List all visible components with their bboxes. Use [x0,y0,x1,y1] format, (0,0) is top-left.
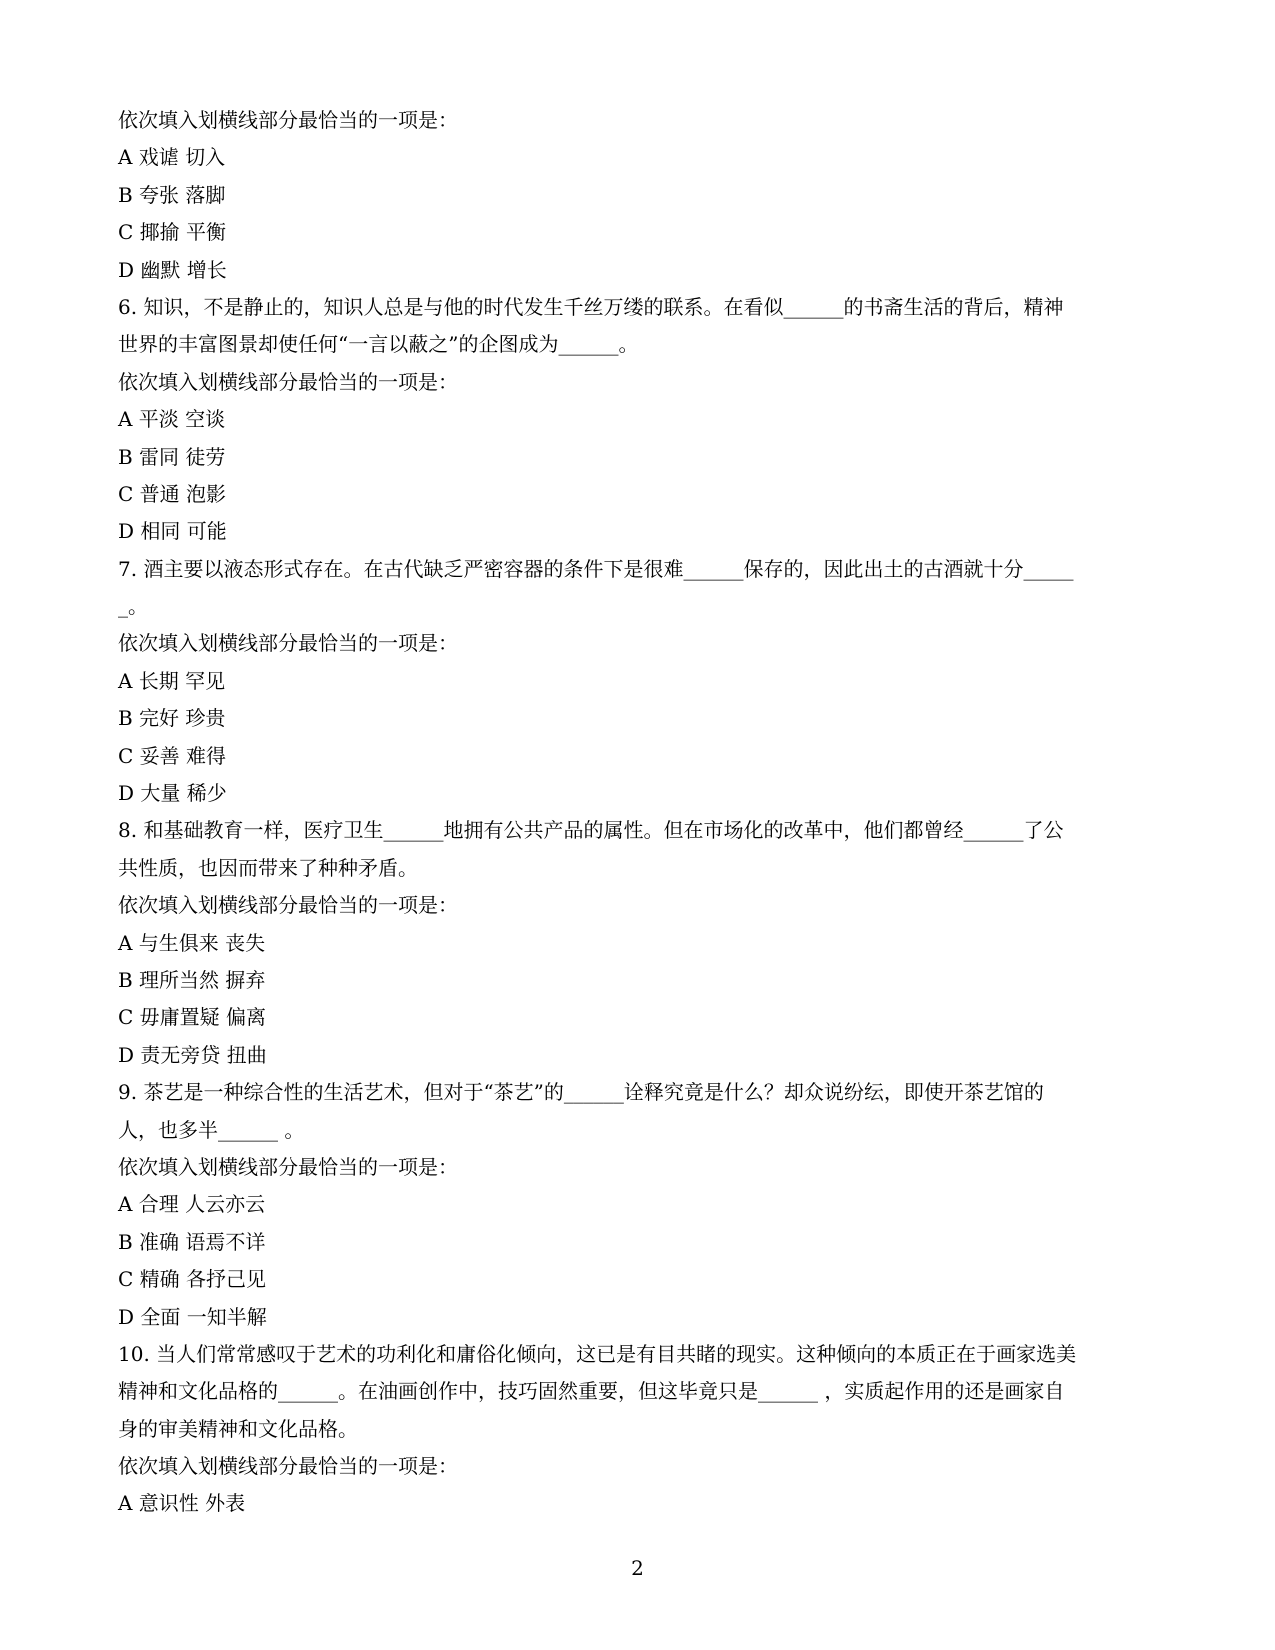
instruction-line: 依次填入划横线部分最恰当的一项是： [118,108,458,132]
option-b: B 夸张 落脚 [118,182,226,207]
option-d: D 大量 稀少 [118,781,227,806]
question-10-text-continued: 身的审美精神和文化品格。 [118,1416,358,1441]
instruction-line: 依次填入划横线部分最恰当的一项是： [118,1154,458,1179]
instruction-line: 依次填入划横线部分最恰当的一项是： [118,369,458,394]
option-a: A 平淡 空谈 [118,407,226,432]
question-8-text-continued: 共性质，也因而带来了种种矛盾。 [118,855,418,880]
option-a: A 与生俱来 丧失 [118,930,266,955]
question-10-text-continued: 精神和文化品格的______。在油画创作中，技巧固然重要，但这毕竟只是______ ，实质起作用的还是画家自 [118,1379,1065,1404]
option-b: B 完好 珍贵 [118,706,226,731]
option-c: C 普通 泡影 [118,481,227,506]
option-d: D 全面 一知半解 [118,1304,267,1329]
instruction-line: 依次填入划横线部分最恰当的一项是： [118,1454,458,1479]
question-6-text: 6. 知识，不是静止的，知识人总是与他的时代发生千丝万缕的联系。在看似______的书斋生活的背后，精神 [118,294,1064,319]
page-number: 2 [631,1556,644,1580]
option-c: C 毋庸置疑 偏离 [118,1005,267,1030]
question-8-text: 8. 和基础教育一样，医疗卫生______地拥有公共产品的属性。但在市场化的改革中，他们都曾经______了公 [118,818,1064,843]
option-d: D 责无旁贷 扭曲 [118,1042,267,1067]
option-c: C 妥善 难得 [118,743,227,768]
option-d: D 相同 可能 [118,519,227,544]
option-a: A 长期 罕见 [118,668,226,693]
question-10-text: 10. 当人们常常感叹于艺术的功利化和庸俗化倾向，这已是有目共睹的现实。这种倾向的本质正在于画家选美 [118,1341,1077,1366]
option-d: D 幽默 增长 [118,257,227,282]
question-9-text: 9. 茶艺是一种综合性的生活艺术，但对于“茶艺”的______诠释究竟是什么？却众说纷纭，即使开茶艺馆的 [118,1080,1044,1105]
question-6-text-continued: 世界的丰富图景却使任何“一言以蔽之”的企图成为______。 [118,332,639,357]
question-9-text-continued: 人，也多半______ 。 [118,1117,305,1142]
question-7-text-continued: _。 [118,594,148,619]
instruction-line: 依次填入划横线部分最恰当的一项是： [118,631,458,656]
option-b: B 理所当然 摒弃 [118,967,266,992]
option-b: B 雷同 徒劳 [118,444,226,469]
document-page [118,102,1160,1523]
option-a: A 合理 人云亦云 [118,1192,266,1217]
instruction-line: 依次填入划横线部分最恰当的一项是： [118,893,458,918]
question-7-text: 7. 酒主要以液态形式存在。在古代缺乏严密容器的条件下是很难______保存的，因此出土的古酒就十分_____ [118,556,1074,581]
option-c: C 揶揄 平衡 [118,220,227,245]
option-a: A 意识性 外表 [118,1491,246,1516]
option-b: B 准确 语焉不详 [118,1229,266,1254]
option-a: A 戏谑 切入 [118,145,226,170]
option-c: C 精确 各抒己见 [118,1267,267,1292]
